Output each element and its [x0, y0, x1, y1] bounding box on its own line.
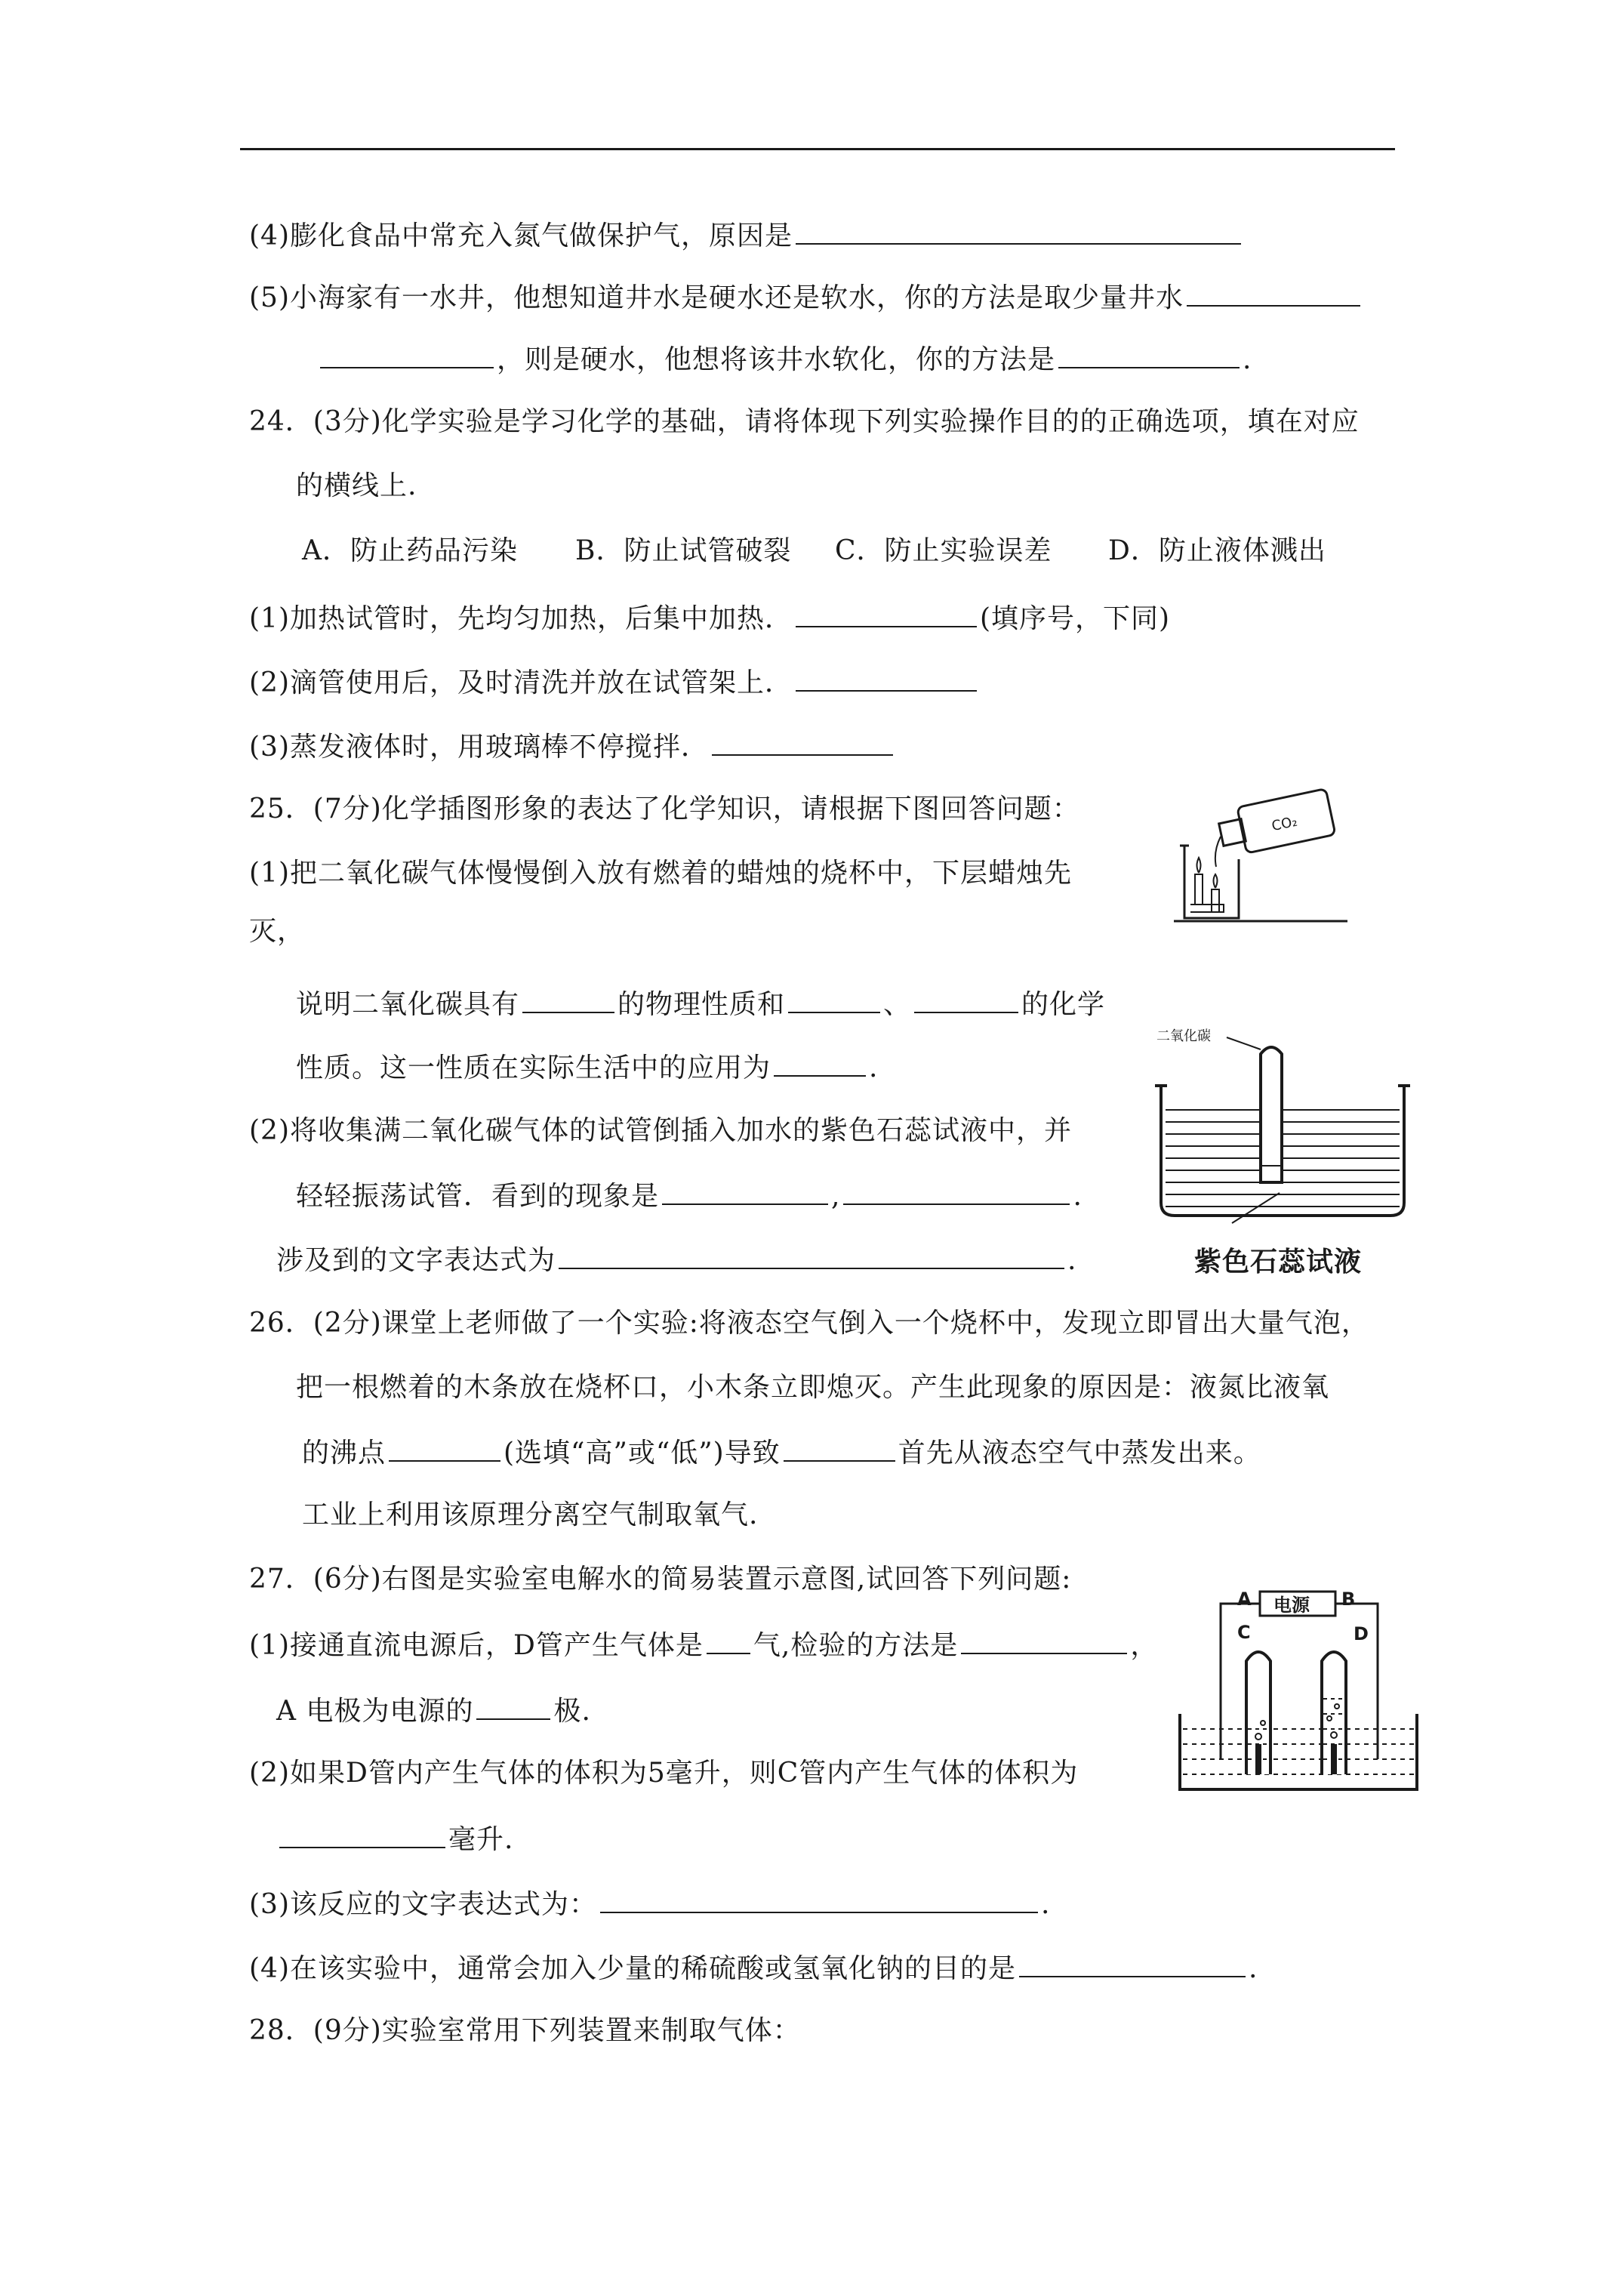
label-d: D — [1354, 1623, 1369, 1644]
header-rule — [240, 148, 1395, 150]
text: (1)接通直流电源后，D管产生气体是 — [249, 1630, 704, 1661]
text: . — [1067, 1245, 1077, 1276]
q27-item1 — [249, 1627, 1158, 1663]
q24-item2 — [249, 664, 980, 700]
answer-blank[interactable] — [662, 1178, 828, 1205]
text: 极. — [553, 1696, 591, 1727]
text: (3)该反应的文字表达式为： — [249, 1889, 597, 1920]
text: 首先从液态空气中蒸发出来。 — [898, 1438, 1261, 1469]
q25-item2-line2 — [296, 1178, 1083, 1213]
answer-blank[interactable] — [707, 1627, 750, 1654]
answer-blank[interactable] — [843, 1178, 1070, 1205]
q23-item4 — [249, 217, 1244, 253]
answer-blank[interactable] — [796, 600, 977, 627]
answer-blank[interactable] — [1019, 1950, 1246, 1977]
q25-item2-line1: (2)将收集满二氧化碳气体的试管倒插入加水的紫色石蕊试液中，并 — [249, 1115, 1072, 1146]
q24-item1 — [249, 600, 1170, 636]
q24-item1-suffix: (填序号，下同) — [980, 603, 1171, 634]
text: . — [869, 1052, 879, 1083]
q23-item5-text: (5)小海家有一水井，他想知道井水是硬水还是软水，你的方法是取少量井水 — [249, 282, 1184, 313]
answer-blank[interactable] — [796, 217, 1241, 245]
label-b: B — [1341, 1589, 1356, 1610]
answer-blank[interactable] — [320, 341, 494, 368]
answer-blank[interactable] — [600, 1886, 1038, 1913]
answer-blank[interactable] — [1187, 279, 1360, 307]
q25-header: 25．(7分)化学插图形象的表达了化学知识，请根据下图回答问题： — [249, 794, 1080, 824]
q25-item2-line3 — [276, 1242, 1076, 1277]
q24-option-c: C．防止实验误差 — [835, 535, 1052, 566]
q23-item5-line1 — [249, 279, 1363, 315]
text: (选填“高”或“低”)导致 — [504, 1438, 781, 1469]
answer-blank[interactable] — [788, 986, 880, 1013]
q24-option-b: B．防止试管破裂 — [575, 535, 792, 566]
q24-option-a: A．防止药品污染 — [302, 535, 518, 566]
q28-header: 28．(9分)实验室常用下列装置来制取气体： — [249, 2015, 801, 2046]
q25-item1-line3 — [296, 986, 1105, 1022]
q27-item2-line1: (2)如果D管内产生气体的体积为5毫升，则C管内产生气体的体积为 — [249, 1758, 1079, 1789]
answer-blank[interactable] — [1058, 341, 1240, 368]
tube-label: 二氧化碳 — [1156, 1028, 1211, 1044]
text: ， — [1130, 1630, 1159, 1661]
text: 、 — [883, 989, 912, 1020]
answer-blank[interactable] — [559, 1242, 1064, 1269]
q27-item3 — [249, 1886, 1050, 1922]
answer-blank[interactable] — [476, 1693, 550, 1720]
answer-blank[interactable] — [522, 986, 614, 1013]
q26-line2: 把一根燃着的木条放在烧杯口，小木条立即熄灭。产生此现象的原因是：液氮比液氧 — [296, 1372, 1330, 1403]
q25-item1-line1: (1)把二氧化碳气体慢慢倒入放有燃着的蜡烛的烧杯中，下层蜡烛先 — [249, 858, 1072, 889]
answer-blank[interactable] — [774, 1049, 866, 1077]
answer-blank[interactable] — [961, 1627, 1127, 1654]
text: . — [1073, 1181, 1083, 1212]
q24-header: 24．(3分)化学实验是学习化学的基础，请将体现下列实验操作目的的正确选项，填在对应 — [249, 406, 1360, 437]
q24-option-d: D．防止液体溅出 — [1108, 535, 1326, 566]
text: 气,检验的方法是 — [753, 1630, 959, 1661]
answer-blank[interactable] — [389, 1435, 500, 1462]
answer-blank[interactable] — [784, 1435, 895, 1462]
answer-blank[interactable] — [712, 729, 893, 756]
text: 涉及到的文字表达式为 — [276, 1245, 556, 1276]
q27-item1-line2 — [276, 1693, 591, 1728]
q25-item1-line2: 灭， — [249, 916, 306, 947]
q27-header: 27．(6分)右图是实验室电解水的简易装置示意图,试回答下列问题: — [249, 1564, 1072, 1595]
text: 的化学 — [1021, 989, 1106, 1020]
period: . — [1243, 344, 1252, 375]
q26-line3 — [302, 1435, 1261, 1470]
bottle-label: CO₂ — [1270, 813, 1299, 835]
q24-item3 — [249, 729, 896, 764]
power-label: 电源 — [1273, 1595, 1310, 1616]
text: , — [831, 1181, 841, 1212]
text: A 电极为电源的 — [276, 1696, 474, 1727]
q27-item2-line2 — [276, 1821, 513, 1857]
label-c: C — [1237, 1622, 1251, 1643]
text: 性质。这一性质在实际 — [296, 1052, 576, 1083]
q24-item2-text: (2)滴管使用后，及时清洗并放在试管架上． — [249, 667, 793, 698]
text: 毫升. — [448, 1824, 514, 1855]
label-a: A — [1237, 1589, 1252, 1610]
text: 生活中的应用为 — [575, 1052, 771, 1083]
answer-blank[interactable] — [796, 664, 977, 692]
text: . — [1249, 1953, 1258, 1984]
litmus-caption: 紫色石蕊试液 — [1194, 1247, 1363, 1277]
q25-item1-line4 — [296, 1049, 878, 1085]
litmus-trough-figure — [1147, 1018, 1419, 1282]
q23-item5-mid: ，则是硬水，他想将该井水软化，你的方法是 — [497, 344, 1056, 375]
q27-item4 — [249, 1950, 1258, 1986]
q23-item5-line2 — [317, 341, 1252, 377]
answer-blank[interactable] — [914, 986, 1018, 1013]
q23-item4-text: (4)膨化食品中常充入氮气做保护气，原因是 — [249, 220, 793, 251]
q26-line1: 26．(2分)课堂上老师做了一个实验:将液态空气倒入一个烧杯中，发现立即冒出大量气泡， — [249, 1308, 1369, 1339]
answer-blank[interactable] — [279, 1821, 445, 1848]
co2-pouring-figure — [1174, 784, 1347, 935]
text: (4)在该实验中，通常会加入少量的稀硫酸或氢氧化钠的目的是 — [249, 1953, 1016, 1984]
q24-item3-text: (3)蒸发液体时，用玻璃棒不停搅拌． — [249, 732, 709, 763]
q24-item1-text: (1)加热试管时，先均匀加热，后集中加热． — [249, 603, 793, 634]
text: 说明二氧化碳具有 — [296, 989, 520, 1020]
text: . — [1041, 1889, 1051, 1920]
text: 轻轻振荡试管．看到的现象是 — [296, 1181, 660, 1212]
electrolysis-figure — [1174, 1586, 1423, 1804]
text: 的物理性质和 — [617, 989, 786, 1020]
q26-line4: 工业上利用该原理分离空气制取氧气. — [302, 1499, 759, 1530]
text: 的沸点 — [302, 1438, 387, 1469]
q24-header-cont: 的横线上. — [296, 470, 417, 501]
